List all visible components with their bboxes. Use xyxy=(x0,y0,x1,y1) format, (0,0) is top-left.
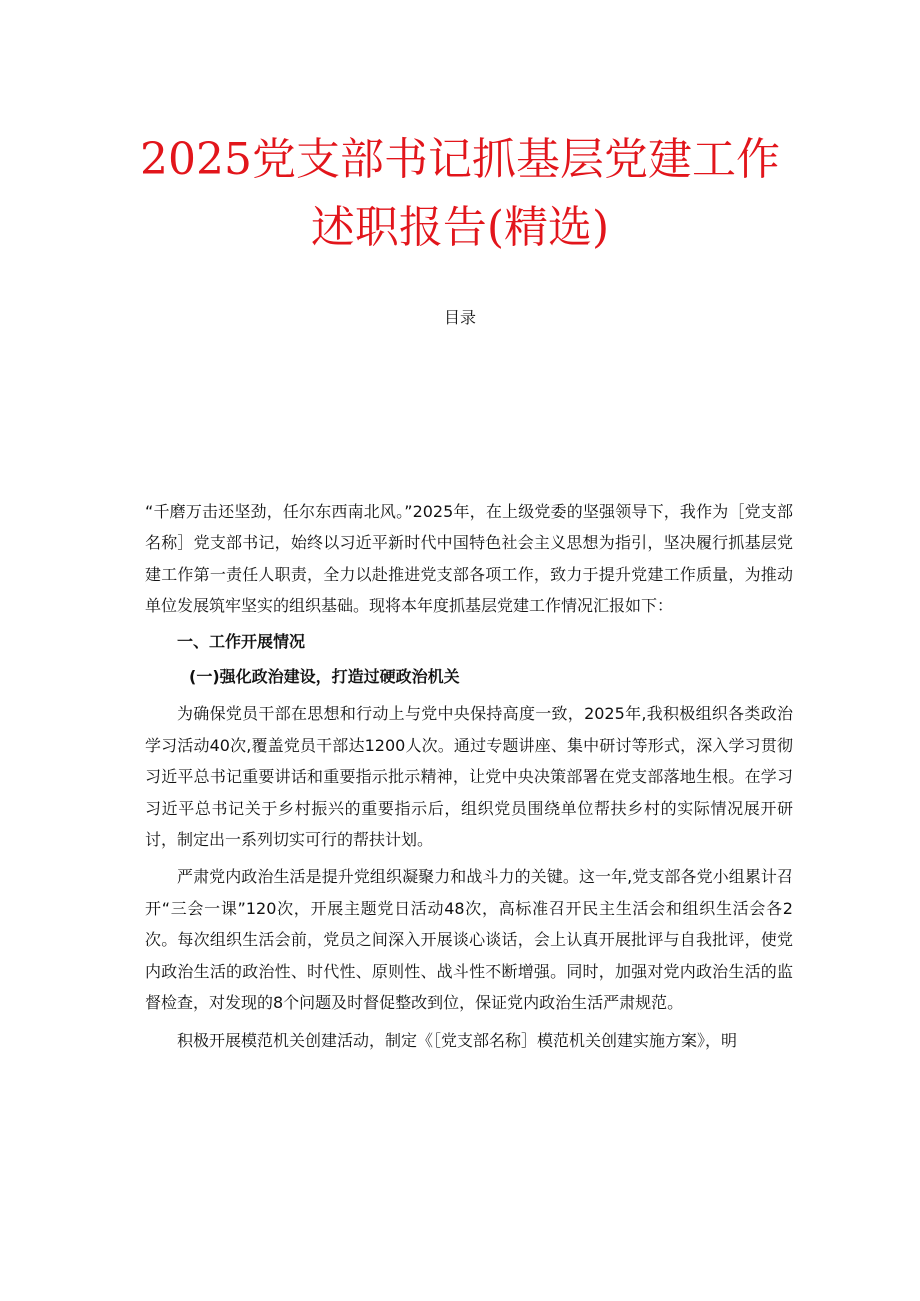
section-heading-work-overview: 一、工作开展情况 xyxy=(177,631,306,651)
intro-paragraph: “千磨万击还坚劲，任尔东西南北风。”2025年，在上级党委的坚强领导下，我作为［党支部名称］党支部书记，始终以习近平新时代中国特色社会主义思想为指引，坚决履行抓基层党建工作第一责任人职责，全力以赴推进党支部各项工作，致力于提升党建工作质量，为推动单位发展筑牢坚实的组织基础。现将本年度抓基层党建工作情况汇报如下： xyxy=(145,502,793,616)
document-title-line-1: 2025党支部书记抓基层党建工作 xyxy=(140,134,780,185)
body-paragraph-1: 为确保党员干部在思想和行动上与党中央保持高度一致，2025年,我积极组织各类政治学习活动40次,覆盖党员干部达1200人次。通过专题讲座、集中研讨等形式，深入学习贯彻习近平总书记重要讲话和重要指示批示精神，让党中央决策部署在党支部落地生根。在学习习近平总书记关于乡村振兴的重要指示后，组织党员围绕单位帮扶乡村的实际情况展开研讨，制定出一系列切实可行的帮扶计划。 xyxy=(145,704,793,850)
body-paragraph-3: 积极开展模范机关创建活动，制定《［党支部名称］模范机关创建实施方案》，明 xyxy=(177,1030,738,1050)
subsection-heading-political-building: (一)强化政治建设，打造过硬政治机关 xyxy=(189,667,460,687)
document-body xyxy=(145,496,793,1056)
document-title-line-2: 述职报告(精选) xyxy=(310,202,610,253)
table-of-contents-label: 目录 xyxy=(443,308,476,327)
body-paragraph-2: 严肃党内政治生活是提升党组织凝聚力和战斗力的关键。这一年,党支部各党小组累计召开“三会一课”120次，开展主题党日活动48次，高标准召开民主生活会和组织生活会各2次。每次组织生活会前，党员之间深入开展谈心谈话，会上认真开展批评与自我批评，使党内政治生活的政治性、时代性、原则性、战斗性不断增强。同时，加强对党内政治生活的监督检查，对发现的8个问题及时督促整改到位，保证党内政治生活严肃规范。 xyxy=(145,867,793,1013)
